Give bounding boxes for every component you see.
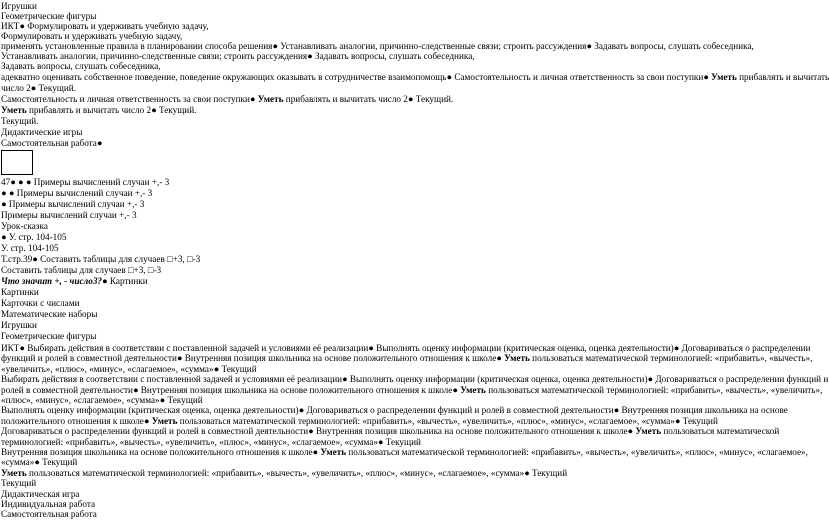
- text-run: ● Картинки: [102, 276, 148, 286]
- text-line: число 2● Текущий.: [1, 83, 77, 93]
- text-line: Геометрические фигуры: [1, 331, 97, 341]
- text-line: терминологией: «прибавить», «вычесть», «увеличить», «плюс», «минус», «слагаемое», «сумма»● Текущий: [1, 436, 421, 447]
- text-line: Задавать вопросы, слушать собеседника,: [1, 61, 161, 71]
- text-line: ● ● Примеры вычислений случаи +,- 3: [1, 188, 153, 198]
- text-line: Т.стр.39● Составить таблицы для случаев □+3, □-3: [1, 254, 201, 264]
- text-line: Формулировать и удерживать учебную задачу,: [1, 31, 183, 41]
- bold-run: Уметь: [257, 94, 284, 104]
- text-run: адекватно оценивать собственное поведение, поведение окружающих оказывать в сотрудничестве взаимопомощь● Самостоятельность и личная ответственность за свои поступки●: [1, 72, 712, 82]
- text-line: Индивидуальная работа: [1, 499, 96, 509]
- text-line: [1, 447, 808, 458]
- text-line: Текущий: [1, 478, 37, 489]
- text-line: [1, 105, 196, 116]
- text-line: «увеличить», «плюс», «минус», «слагаемое», «сумма»● Текущий: [1, 363, 257, 374]
- bold-run: Уметь: [711, 72, 737, 82]
- text-line: Выполнять оценку информации (критическая оценка, оценка деятельности)● Договариваться о распределении функций и ролей в совместной деятельности● Внутренняя позиция школьника на основе: [1, 405, 788, 416]
- text-line: [1, 94, 453, 105]
- text-line: Геометрические фигуры: [1, 11, 97, 21]
- text-line: [1, 72, 829, 83]
- text-run: прибавлять и вычитать: [736, 72, 829, 82]
- text-run: Самостоятельность и личная ответственность за свои поступки●: [1, 94, 258, 104]
- text-run: пользоваться математической терминологией: «прибавить», «вычесть», «увеличить», «плюс», «минус», «слагаемое», «сумма»● Текущий: [177, 415, 718, 426]
- text-line: Картинки: [1, 287, 39, 297]
- text-run: пользоваться математической терминологией: «прибавить», «вычесть», «увеличить», «плюс», «минус», «слагаемое», «сумма»● Текущий: [26, 467, 568, 478]
- text-line: Устанавливать аналогии, причинно-следственные связи; строить рассуждения● Задавать вопросы, слушать собеседника,: [1, 51, 475, 61]
- text-line: Примеры вычислений случаи +,- 3: [1, 210, 137, 220]
- text-line: [1, 426, 779, 437]
- text-line: ● У. стр. 104-105: [1, 232, 67, 242]
- text-line: Карточки с числами: [1, 298, 80, 308]
- text-line: «плюс», «минус», «слагаемое», «сумма»● Текущий: [1, 395, 203, 405]
- text-line: Текущий.: [1, 116, 39, 126]
- text-line: Самостоятельная работа: [1, 509, 97, 520]
- text-run: Внутренняя позиция школьника на основе положительного отношения к школе●: [1, 447, 321, 457]
- text-line: Самостоятельная работа●: [1, 138, 103, 148]
- text-line: 47● ● ● Примеры вычислений случаи +,- 3: [1, 177, 170, 187]
- text-line: [1, 416, 718, 427]
- text-line: [1, 468, 567, 479]
- text-line: У. стр. 104-105: [1, 243, 59, 253]
- text-line: [1, 385, 822, 396]
- empty-table-cell: [1, 150, 33, 175]
- text-line: Составить таблицы для случаев □+3, □-3: [1, 265, 162, 275]
- bold-run: Уметь: [1, 467, 27, 478]
- bold-italic-run: Что значит +, - число3?: [1, 276, 103, 286]
- text-line: ИКТ● Формулировать и удерживать учебную задачу,: [1, 21, 209, 31]
- text-run: прибавлять и вычитать число 2● Текущий.: [283, 94, 454, 104]
- text-line: Выбирать действия в соответствии с поставленной задачей и условиями её реализации● Выполнять оценку информации (критическая оценка, оценка деятельности)● Договариваться о распределении функций и: [1, 374, 829, 385]
- bold-run: Уметь: [635, 426, 662, 437]
- bold-run: Уметь: [151, 415, 178, 426]
- text-line: применять установленные правила в планировании способа решения● Устанавливать аналогии, причинно-следственные связи; строить рассуждения● Задавать вопросы, слушать собеседника,: [1, 41, 754, 51]
- text-run: функций и ролей в совместной деятельности● Внутренняя позиция школьника на основе положительного отношения к школе●: [1, 353, 505, 364]
- text-line: ● Примеры вычислений случаи +,- 3: [1, 199, 145, 209]
- text-run: Договариваться о распределении функций и ролей в совместной деятельности● Внутренняя позиция школьника на основе положительного отношения к школе●: [1, 426, 636, 437]
- text-line: Дидактическая игра: [1, 488, 80, 499]
- text-run: пользоваться математической: [661, 426, 780, 437]
- bold-run: Уметь: [460, 384, 486, 395]
- bold-run: Уметь: [504, 353, 530, 364]
- text-line: Игрушки: [1, 1, 37, 11]
- bold-run: Уметь: [1, 105, 27, 115]
- text-line: Игрушки: [1, 320, 37, 330]
- text-run: прибавлять и вычитать число 2● Текущий.: [26, 105, 197, 115]
- text-line: Урок-сказка: [1, 221, 48, 231]
- text-line: [1, 353, 812, 364]
- text-line: [1, 276, 148, 287]
- text-line: Математические наборы: [1, 309, 98, 319]
- text-run: ролей в совместной деятельности● Внутренняя позиция школьника на основе положительного отношения к школе●: [1, 384, 461, 395]
- text-line: Дидактические игры: [1, 127, 83, 137]
- text-run: пользоваться математической терминологией: «прибавить», «вычесть»,: [529, 353, 813, 364]
- text-run: пользоваться математической терминологией: «прибавить», «вычесть», «увеличить», «плюс», «минус», «слагаемое»,: [346, 447, 808, 457]
- text-run: положительного отношения к школе●: [1, 415, 152, 426]
- text-line: «сумма»● Текущий: [1, 457, 78, 468]
- text-run: пользоваться математической терминологией: «прибавить», «вычесть», «увеличить»,: [485, 384, 823, 395]
- text-line: ИКТ● Выбирать действия в соответствии с поставленной задачей и условиями её реализации● Выполнять оценку информации (критическая оценка, оценка деятельности)● Договариваться о распределении: [1, 343, 811, 353]
- bold-run: Уметь: [320, 447, 347, 457]
